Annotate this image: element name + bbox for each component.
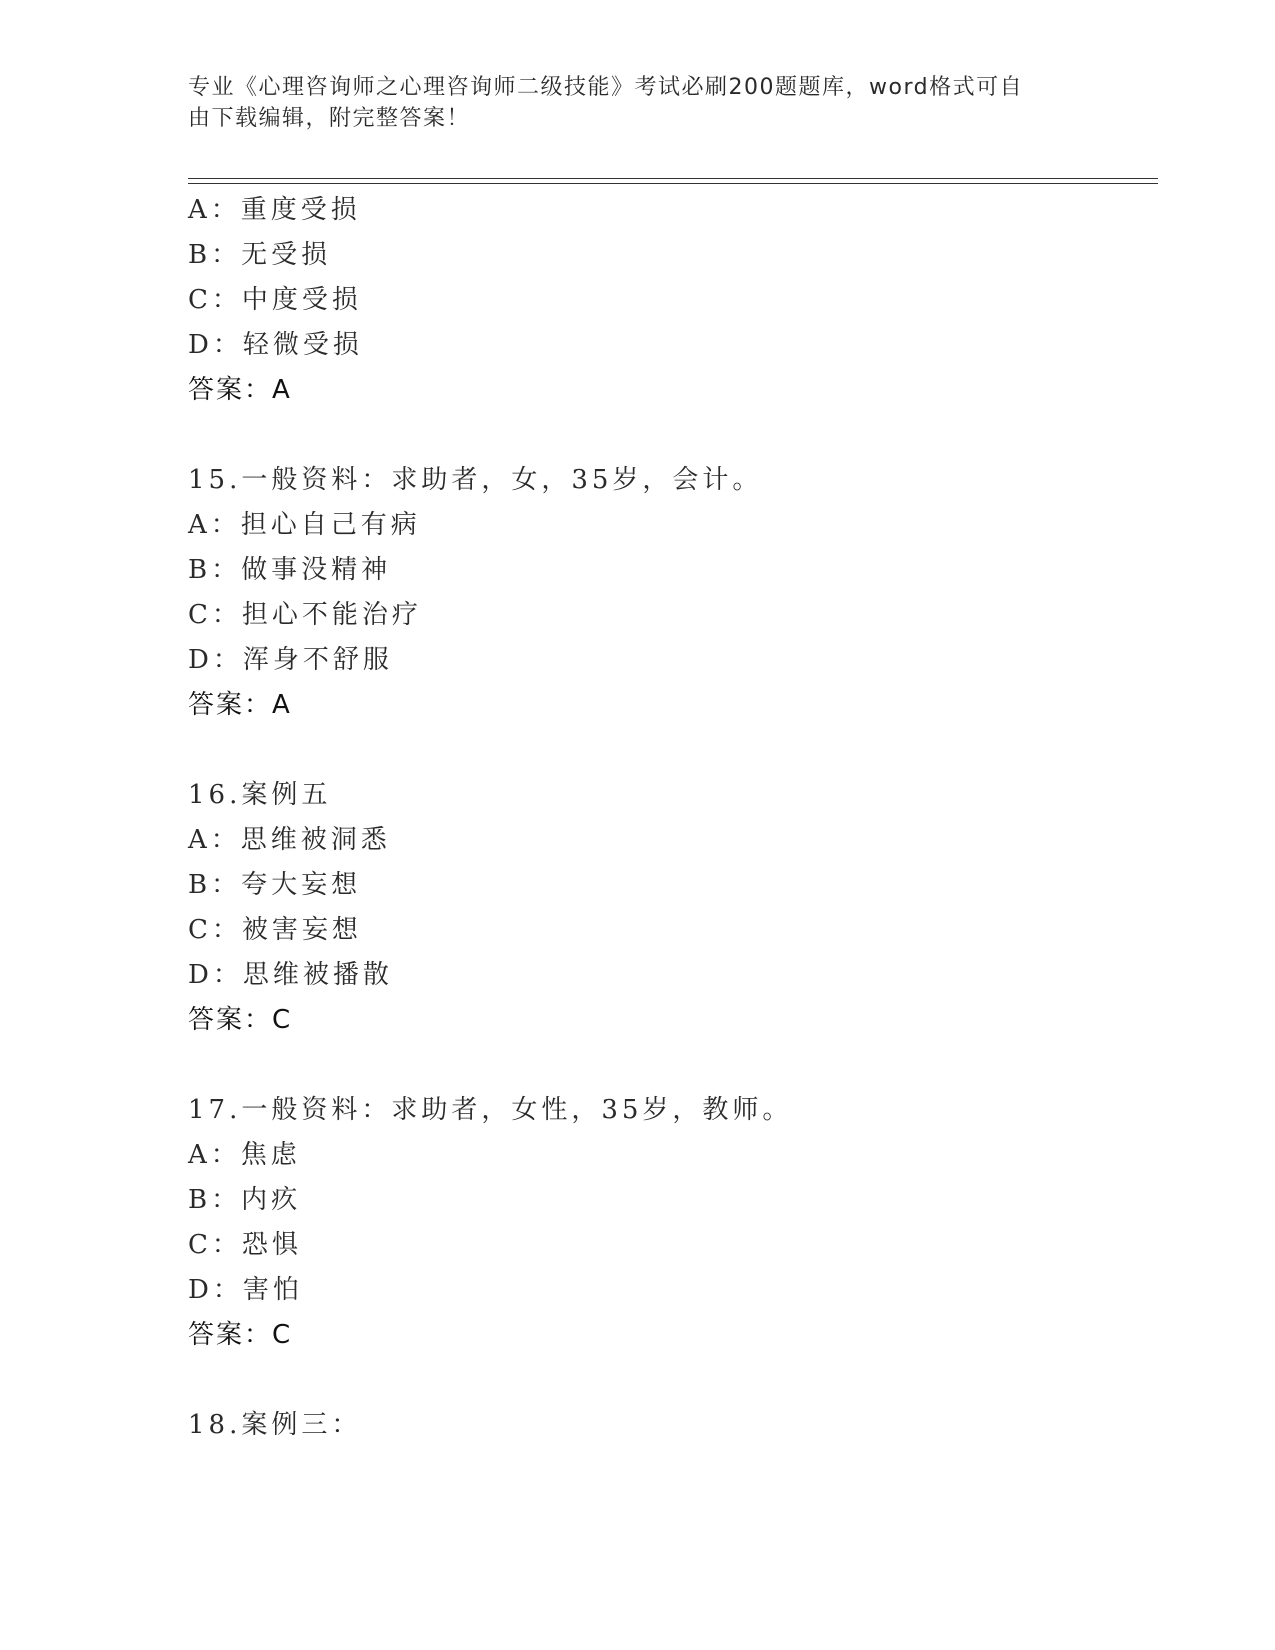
q14-answer: 答案：A [188,375,292,405]
q16-option-a: A：思维被洞悉 [188,825,391,855]
q18-stem: 18.案例三： [188,1410,362,1440]
q14-option-b: B：无受损 [188,240,332,270]
q17-stem: 17.一般资料：求助者，女性，35岁，教师。 [188,1095,793,1125]
q14-option-c: C：中度受损 [188,285,362,315]
q17-answer: 答案：C [188,1320,293,1350]
q16-answer: 答案：C [188,1005,293,1035]
q15-answer: 答案：A [188,690,292,720]
document-header [188,72,1068,134]
header-line-2: 由下载编辑，附完整答案！ [188,106,471,131]
header-divider-bottom [188,183,1158,184]
q15-option-d: D：浑身不舒服 [188,645,393,675]
q15-option-a: A：担心自己有病 [188,510,421,540]
q15-option-c: C：担心不能治疗 [188,600,422,630]
q17-option-c: C：恐惧 [188,1230,302,1260]
q17-option-a: A：焦虑 [188,1140,301,1170]
q17-option-d: D：害怕 [188,1275,303,1305]
q14-option-a: A：重度受损 [188,195,361,225]
q17-option-b: B：内疚 [188,1185,302,1215]
q16-option-d: D：思维被播散 [188,960,393,990]
q15-stem: 15.一般资料：求助者，女，35岁，会计。 [188,465,763,495]
q16-option-c: C：被害妄想 [188,915,362,945]
header-line-1: 专业《心理咨询师之心理咨询师二级技能》考试必刷200题题库，word格式可自 [188,75,1024,100]
q15-option-b: B：做事没精神 [188,555,392,585]
q16-stem: 16.案例五 [188,780,332,810]
header-divider-top [188,178,1158,179]
q16-option-b: B：夸大妄想 [188,870,362,900]
q14-option-d: D：轻微受损 [188,330,363,360]
